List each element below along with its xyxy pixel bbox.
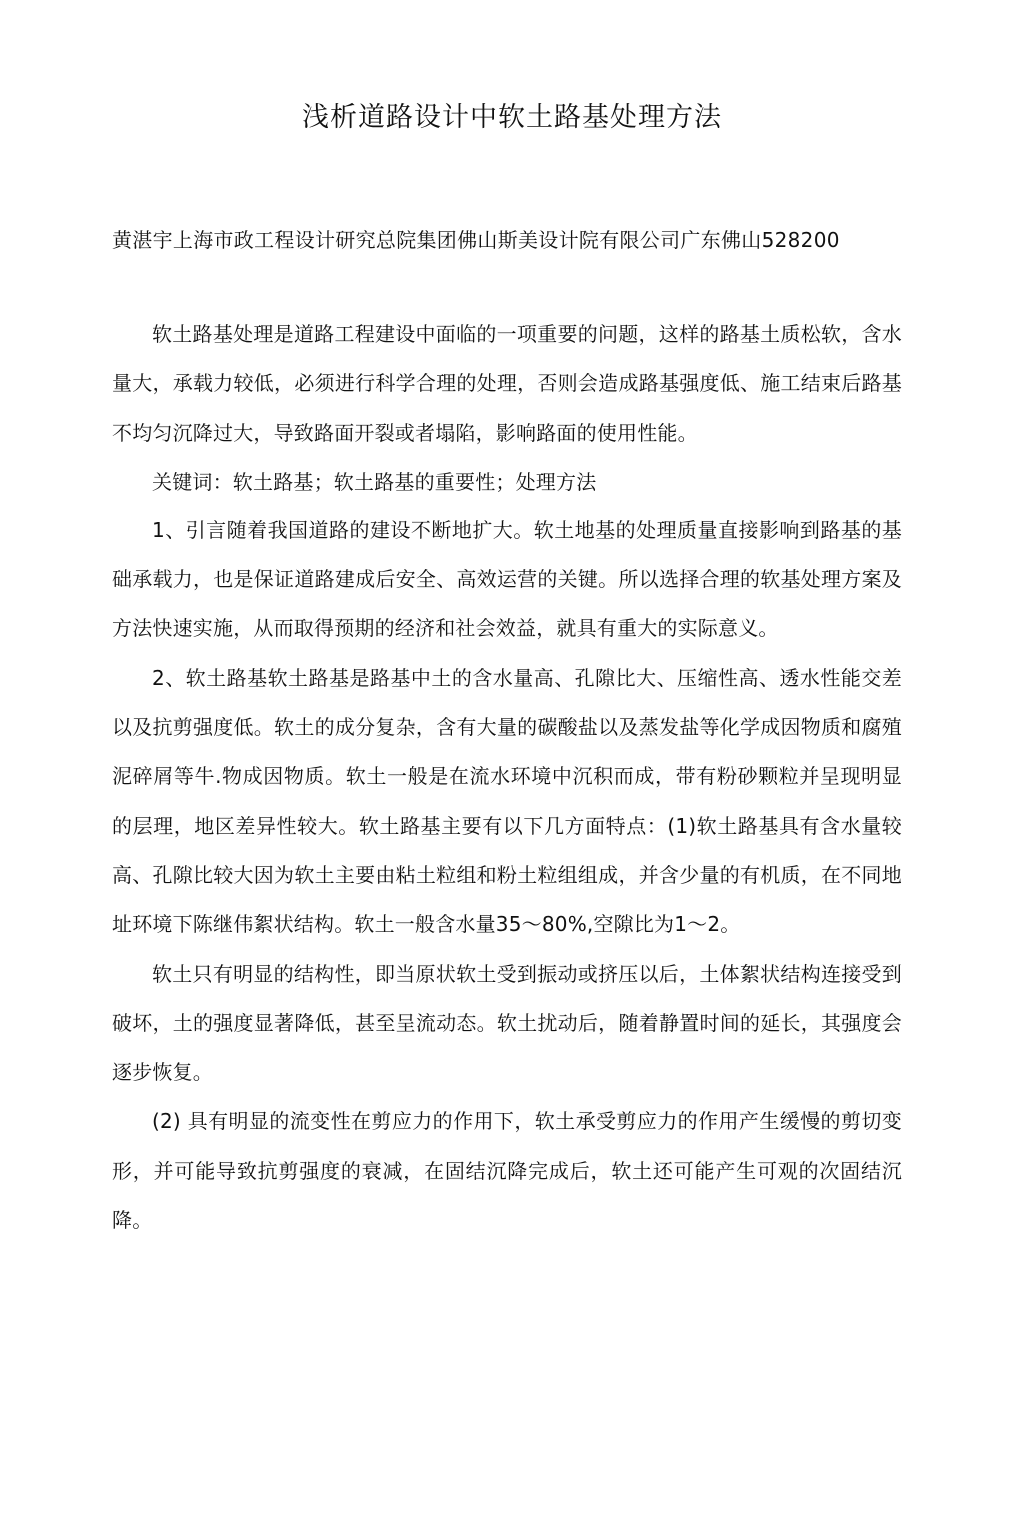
rheology-paragraph: (2) 具有明显的流变性在剪应力的作用下，软土承受剪应力的作用产生缓慢的剪切变形，并可能导致抗剪强度的衰减，在固结沉降完成后，软土还可能产生可观的次固结沉降。 [112,1109,902,1233]
author-affiliation: 黄湛宇上海市政工程设计研究总院集团佛山斯美设计院有限公司广东佛山528200 [112,228,840,252]
structure-paragraph: 软土只有明显的结构性，即当原状软土受到振动或挤压以后，土体絮状结构连接受到破坏，土的强度显著降低，甚至呈流动态。软土扰动后，随着静置时间的延长，其强度会逐步恢复。 [112,961,902,1085]
document-body [112,310,902,1245]
soft-soil-paragraph: 2、软土路基软土路基是路基中土的含水量高、孔隙比大、压缩性高、透水性能交差以及抗剪强度低。软土的成分复杂，含有大量的碳酸盐以及蒸发盐等化学成因物质和腐殖泥碎屑等牛.物成因物质。软土一般是在流水环境中沉积而成，带有粉砂颗粒并呈现明显的层理，地区差异性较大。软土路基主要有以下几方面特点：(1)软土路基具有含水量较高、孔隙比较大因为软土主要由粘土粒组和粉土粒组组成，并含少量的有机质，在不同地址环境下陈继伟絮状结构。软土一般含水量35～80%,空隙比为1～2。 [112,665,902,937]
abstract-paragraph: 软土路基处理是道路工程建设中面临的一项重要的问题，这样的路基土质松软，含水量大，承载力较低，必须进行科学合理的处理，否则会造成路基强度低、施工结束后路基不均匀沉降过大，导致路面开裂或者塌陷，影响路面的使用性能。 [112,322,902,445]
keywords-line: 关键词：软土路基；软土路基的重要性；处理方法 [152,469,597,494]
document-title: 浅析道路设计中软土路基处理方法 [302,102,722,133]
introduction-paragraph: 1、引言随着我国道路的建设不断地扩大。软土地基的处理质量直接影响到路基的基础承载力，也是保证道路建成后安全、高效运营的关键。所以选择合理的软基处理方案及方法快速实施，从而取得预期的经济和社会效益，就具有重大的实际意义。 [112,517,902,641]
